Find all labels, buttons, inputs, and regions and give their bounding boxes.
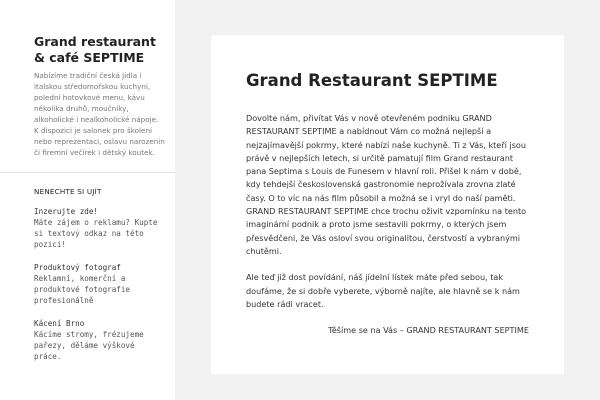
main-content (211, 35, 564, 374)
site-description: Nabízíme tradiční česká jídla i italskou středomořskou kuchyni, polední hotovkové menu, kávu několika druhů, moučníky, alkoholické i nealkoholické nápoje. K dispozici je salonek pro školení nebo reprezentaci, oslavu narozenin či firemní večírek i dětský koutek. (34, 71, 165, 157)
sidebar (0, 0, 175, 400)
sponsor-item (34, 206, 165, 250)
sponsor-link[interactable]: Kácení Brno (34, 319, 85, 328)
sponsor-item (34, 262, 165, 306)
signoff: Těšíme se na Vás – GRAND RESTAURANT SEPTIME (328, 325, 529, 336)
widget-title: NENECHTE SI UJÍT (34, 187, 102, 196)
sponsor-text: Reklamní, komerční a produktové fotografie profesionálně (34, 274, 131, 305)
sponsor-text: Máte zájem o reklamu? Kupte si textový odkaz na této pozici! (34, 218, 158, 249)
sponsor-link[interactable]: Produktový fotograf (34, 263, 121, 272)
sponsor-text: Kácíme stromy, frézujeme pařezy, děláme výškové práce. (34, 330, 144, 361)
intro-paragraph: Dovolte nám, přivítat Vás v nově otevřeném podniku GRAND RESTAURANT SEPTIME a nabídnout Vám co možná nejlepší a nejzajímavější pokrmy, které nabízí naše kuchyně. Ti z Vás, kteří jsou právě v nejlepších letech, si určitě pamatují film Grand restaurant pana Septima s Louis de Funesem v hlavní roli. Přišel k nám v době, kdy tehdejší československá gastronomie neprožívala zrovna zlaté časy. O to víc na nás film působil a možná se i vryl do naší paměti. GRAND RESTAURANT SEPTIME chce trochu oživit vzpomínku na tento imaginární podnik a proto jsme sestavili pokrmy, o kterých jsem přesvědčeni, že Vás osloví svou originalitou, čerstvostí a vybranými chutěmi. (246, 113, 527, 256)
sidebar-divider (0, 172, 175, 173)
sponsor-item (34, 318, 165, 362)
page-title: Grand Restaurant SEPTIME (246, 71, 498, 90)
site-title[interactable]: Grand restaurant & café SEPTIME (34, 34, 156, 65)
sponsor-link[interactable]: Inzerujte zde! (34, 207, 99, 216)
closing-paragraph: Ale teď již dost povídání, náš jídelní lístek máte před sebou, tak doufáme, že si dobře vyberete, výborně najíte, ale hlavně se k nám budete rádi vracet. (246, 272, 520, 309)
